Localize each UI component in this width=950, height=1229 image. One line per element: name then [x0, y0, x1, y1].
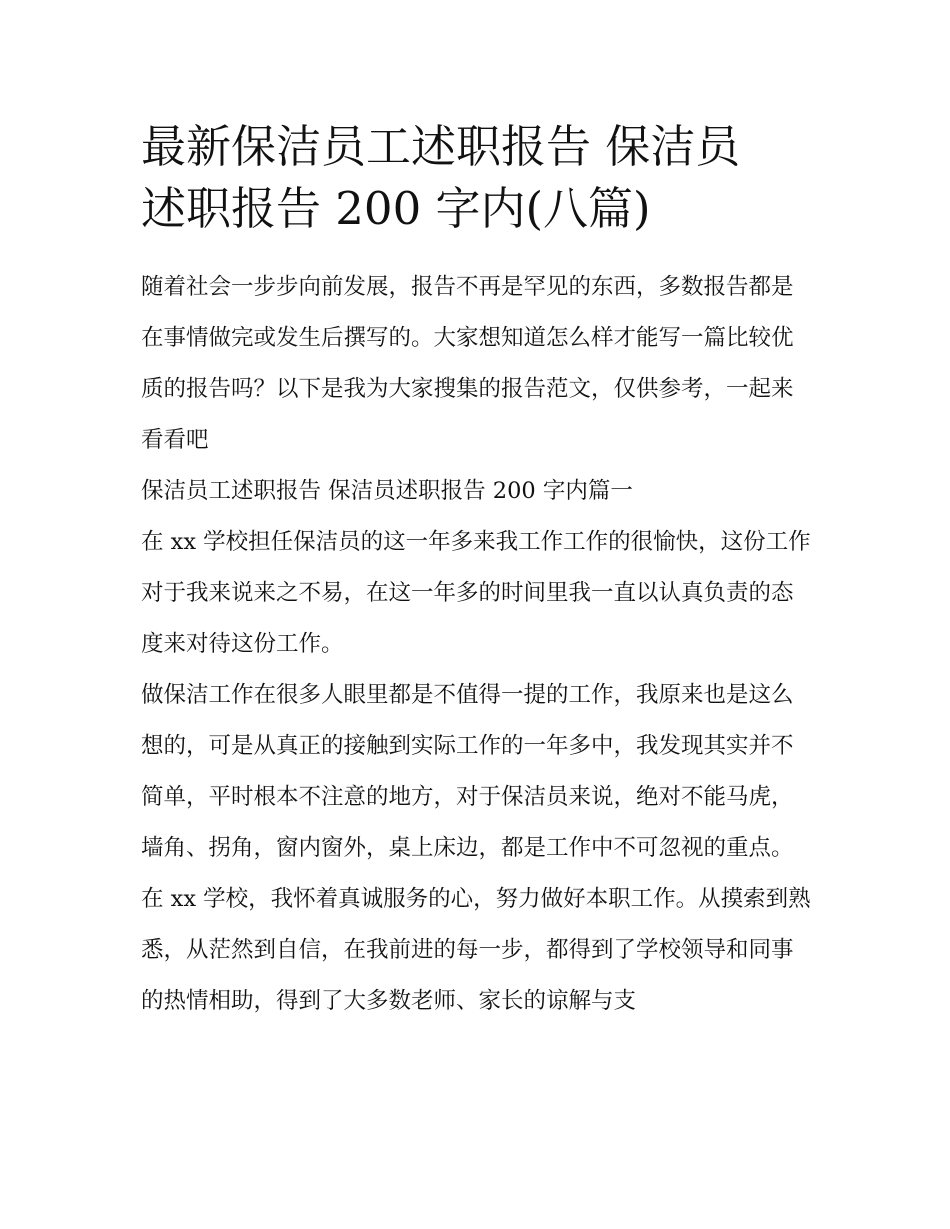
document-title	[141, 116, 811, 240]
document-content	[141, 116, 811, 1027]
title-line-1: 最新保洁员工述职报告 保洁员	[141, 120, 741, 173]
title-line-2: 述职报告 200 字内(八篇)	[141, 182, 651, 235]
intro-paragraph: 随着社会一步步向前发展，报告不再是罕见的东西，多数报告都是在事情做完或发生后撰写的。大家想知道怎么样才能写一篇比较优质的报告吗？以下是我为大家搜集的报告范文，仅供参考，一起来看看吧	[141, 274, 794, 453]
body-paragraph-2: 做保洁工作在很多人眼里都是不值得一提的工作，我原来也是这么想的，可是从真正的接触到实际工作的一年多中，我发现其实并不简单，平时根本不注意的地方，对于保洁员来说，绝对不能马虎，墙角、拐角，窗内窗外，桌上床边，都是工作中不可忽视的重点。	[141, 682, 794, 861]
body-paragraph-1: 在 xx 学校担任保洁员的这一年多来我工作工作的很愉快，这份工作对于我来说来之不易，在这一年多的时间里我一直以认真负责的态度来对待这份工作。	[141, 529, 811, 657]
section-heading: 保洁员工述职报告 保洁员述职报告 200 字内篇一	[141, 478, 633, 504]
body-paragraph-3: 在 xx 学校，我怀着真诚服务的心，努力做好本职工作。从摸索到熟悉，从茫然到自信，在我前进的每一步，都得到了学校领导和同事的热情相助，得到了大多数老师、家长的谅解与支	[141, 886, 811, 1014]
document-body	[141, 262, 811, 1027]
